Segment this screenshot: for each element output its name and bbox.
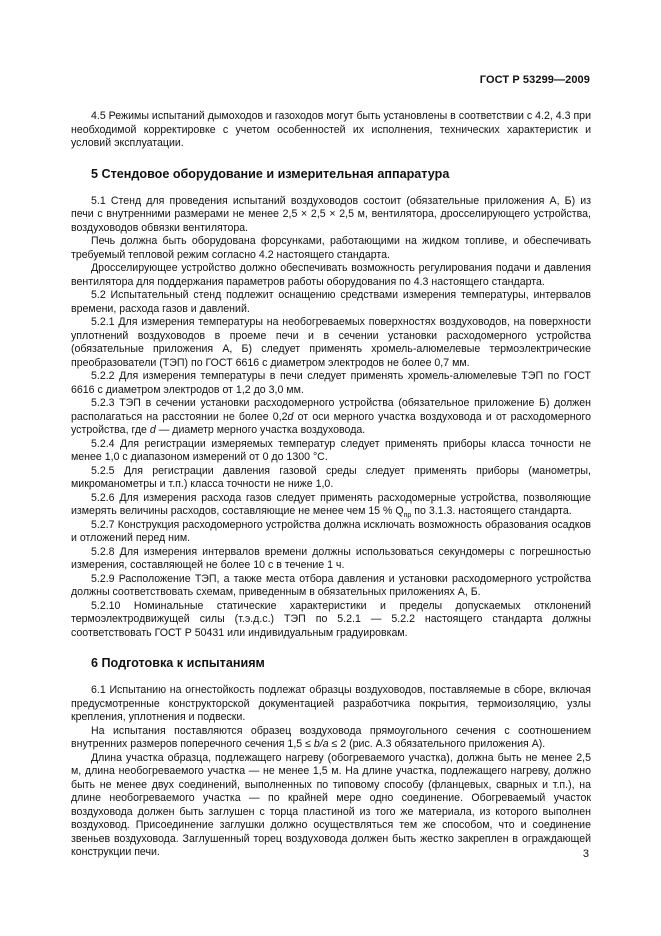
paragraph-5-2-1: 5.2.1 Для измерения температуры на необогреваемых поверхностях воздуховодов, на поверхности уплотнений воздуховодов в проеме печи и в сечении установки расходомерного устройства (обязательные приложения А, Б) следует применять хромель-алюмелевые термоэлектрические преобразователи (ТЭП) по ГОСТ 6616 с диаметром электродов не более 0,7 мм. — [71, 316, 591, 369]
document-body — [71, 110, 591, 860]
section-6-heading: 6 Подготовка к испытаниям — [91, 656, 265, 670]
p5-2-3-symbol-d2: d — [149, 424, 156, 436]
paragraph-5-2-6 — [71, 492, 591, 519]
p5-2-3-part-c: — диаметр мерного участка воздуховода. — [155, 424, 366, 436]
paragraph-5-2-5: 5.2.5 Для регистрации давления газовой среды следует применять приборы (манометры, микроманометры и т.п.) класса точности не ниже 1,0. — [71, 464, 591, 490]
paragraph-5-2-10: 5.2.10 Номинальные статические характеристики и пределы допускаемых отклонений термоэлектродвижущей силы (т.э.д.с.) ТЭП по 5.2.1 — 5.2.2 настоящего стандарта должны соответствовать ГОСТ Р 50431 или индивидуальным градуировкам. — [71, 599, 591, 639]
page-number: 3 — [582, 848, 589, 860]
paragraph-6-1: 6.1 Испытанию на огнестойкость подлежат образцы воздуховодов, поставляемые в сборе, включая предусмотренные конструкторской документацией разработчика покрытия, термоизоляцию, узлы крепления, уплотнения и подвески. — [71, 684, 591, 723]
paragraph-length: Длина участка образца, подлежащего нагреву (обогреваемого участка), должна быть не менее 2,5 м, длина необогреваемого участка — не менее 1,5 м. На длине участка, подлежащего нагреву, должно быть не менее двух соединений, выполненных по типовому способу (фланцевых, сварных и т.п.), на длине необогреваемого участка — по крайней мере одно соединение. Обогреваемый участок воздуховода должен быть заглушен с торца пластиной из того же материала, из которого выполнен воздуховод. Присоединение заглушки должно осуществляться тем же способом, что и соединение звеньев воздуховода. Заглушенный торец воздуховода должен быть жестко закреплен в ограждающей конструкции печи. — [71, 751, 591, 858]
paragraph-5-2-9: 5.2.9 Расположение ТЭП, а также места отбора давления и установки расходомерного устройства должны соответствовать схемам, приведенным в обязательных приложениях А, Б. — [71, 572, 591, 598]
p5-2-6-part-b: по 3.1.3. настоящего стандарта. — [411, 505, 572, 517]
paragraph-5-2: 5.2 Испытательный стенд подлежит оснащению средствами измерения температуры, интервалов времени, расхода газов и давлений. — [71, 289, 591, 315]
paragraph-5-2-4: 5.2.4 Для регистрации измеряемых температур следует применять приборы класса точности не менее 1,0 с диапазоном измерений от 0 до 1300 °С. — [71, 437, 591, 463]
paragraph-5-1: 5.1 Стенд для проведения испытаний воздуховодов состоит (обязательные приложения А, Б) из печи с внутренними размерами не менее 2,5 × 2,5 × 2,5 м, вентилятора, дросселирующего устройства, воздуховодов обвязки вентилятора. — [71, 194, 591, 234]
p-sample-part-b: ≤ 2 (рис. А.3 обязательного приложения А). — [328, 738, 546, 750]
p5-2-3-part-a: 5.2.3 ТЭП в сечении установки расходомерного устройства (обязательное приложение Б) должен располагаться на расстоянии не более 0,2 — [71, 397, 591, 423]
p-sample-part-a: На испытания поставляются образец воздуховода прямоугольного сечения с соотношением внутренних размеров поперечного сечения 1,5 ≤ — [71, 724, 591, 750]
p-sample-ratio: b/a — [313, 738, 329, 750]
paragraph-throttle: Дросселирующее устройство должно обеспечивать возможность регулирования подачи и давления вентилятора для поддержания параметров работы оборудования по 4.3 настоящего стандарта. — [71, 262, 591, 288]
paragraph-furnace: Печь должна быть оборудована форсунками, работающими на жидком топливе, и обеспечивать требуемый тепловой режим согласно 4.2 настоящего стандарта. — [71, 235, 591, 261]
paragraph-sample — [71, 725, 591, 752]
paragraph-4-5: 4.5 Режимы испытаний дымоходов и газоходов могут быть установлены в соответствии с 4.2, 4.3 при необходимой корректировке с учетом особенностей их исполнения, технических характеристик и условий эксплуатации. — [71, 110, 591, 149]
p5-2-3-symbol-d: d — [287, 410, 294, 423]
p5-2-6-subscript: пр — [403, 512, 412, 520]
p5-2-6-part-a: 5.2.6 Для измерения расхода газов следует применять расходомерные устройства, позволяющие измерять величины расходов, составляющие не менее чем 15 % Q — [71, 491, 591, 517]
paragraph-5-2-2: 5.2.2 Для измерения температуры в печи следует применять хромель-алюмелевые ТЭП по ГОСТ 6616 с диаметром электродов от 1,2 до 3,0 мм. — [71, 370, 591, 396]
p5-2-3-part-b: от оси мерного участка воздуховода и от расходомерного устройства, где — [71, 410, 591, 436]
document-code-header: ГОСТ Р 53299—2009 — [479, 74, 590, 86]
paragraph-5-2-3 — [71, 397, 591, 438]
section-5-heading: 5 Стендовое оборудование и измерительная аппаратура — [91, 166, 450, 181]
paragraph-5-2-7: 5.2.7 Конструкция расходомерного устройства должна исключать возможность образования осадков и отложений перед ним. — [71, 518, 591, 544]
paragraph-5-2-8: 5.2.8 Для измерения интервалов времени должны использоваться секундомеры с погрешностью измерения, составляющей не более 10 с в течение 1 ч. — [71, 545, 591, 571]
